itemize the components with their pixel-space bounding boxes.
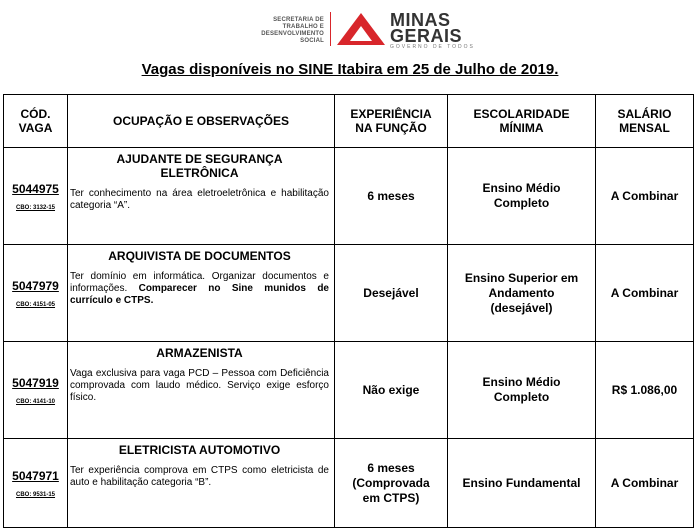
- salary-cell: A Combinar: [596, 245, 694, 342]
- salary-cell: R$ 1.086,00: [596, 342, 694, 439]
- header-experience-line-1: EXPERIÊNCIA: [350, 107, 432, 121]
- occupation-description-text: Ter conhecimento na área eletroeletrônica e habilitação categoria “A”.: [70, 188, 329, 211]
- schooling-cell: [448, 148, 596, 245]
- schooling-line-2: Andamento: [488, 285, 555, 300]
- table-row: [4, 245, 694, 342]
- logo-line-1: MINAS: [390, 10, 451, 30]
- occupation-title-line-1: AJUDANTE DE SEGURANÇA: [116, 152, 283, 166]
- experience-cell: [335, 342, 448, 439]
- occupation-description-text: Vaga exclusiva para vaga PCD – Pessoa com Deficiência comprovada com laudo médico. Serviço exige esforço físico.: [70, 368, 329, 403]
- secretaria-line-1: SECRETARIA DE: [273, 17, 324, 23]
- experience-line-1: Desejável: [363, 285, 419, 300]
- header-occupation: OCUPAÇÃO E OBSERVAÇÕES: [68, 95, 335, 148]
- job-code-cell: [4, 245, 68, 342]
- schooling-line-1: Ensino Superior em: [464, 270, 579, 285]
- header-salary-line-1: SALÁRIO: [617, 107, 672, 121]
- header-salary: [596, 95, 694, 148]
- occupation-title: [70, 443, 329, 457]
- logo-line-2: GERAIS: [390, 26, 463, 46]
- occupation-description-text: Ter domínio em informática. Organizar documentos e informações.: [70, 271, 329, 294]
- cbo-code: CBO: 4151-05: [15, 301, 56, 308]
- occupation-title: [70, 346, 329, 360]
- occupation-title-line-1: ARMAZENISTA: [156, 346, 243, 360]
- header-code: [4, 95, 68, 148]
- minas-gerais-logo-icon: [336, 12, 386, 46]
- experience-cell: [335, 148, 448, 245]
- occupation-title: [70, 152, 329, 180]
- occupation-title: [70, 249, 329, 263]
- occupation-title-line-1: ARQUIVISTA DE DOCUMENTOS: [108, 249, 291, 263]
- job-code-cell: [4, 342, 68, 439]
- secretaria-line-3: DESENVOLVIMENTO: [261, 31, 324, 37]
- job-code: 5047979: [12, 278, 59, 293]
- occupation-title-line-2: ELETRÔNICA: [160, 166, 239, 180]
- occupation-cell: [68, 439, 335, 528]
- schooling-line-1: Ensino Fundamental: [462, 475, 581, 490]
- header-experience: [335, 95, 448, 148]
- secretaria-line-4: SOCIAL: [300, 38, 324, 44]
- logo-wordmark: [390, 12, 462, 44]
- cbo-code: CBO: 4141-10: [15, 398, 56, 405]
- header-salary-line-2: MENSAL: [619, 121, 670, 135]
- schooling-line-2: Completo: [493, 390, 550, 404]
- occupation-cell: [68, 342, 335, 439]
- occupation-description: [70, 188, 329, 212]
- occupation-description-bold: Comparecer no Sine munidos de currículo e CTPS.: [70, 283, 329, 306]
- occupation-description: [70, 271, 329, 307]
- salary-cell: A Combinar: [596, 439, 694, 528]
- secretaria-label: [238, 17, 324, 45]
- table-row: [4, 148, 694, 245]
- salary-cell: A Combinar: [596, 148, 694, 245]
- header-schooling-line-2: MÍNIMA: [499, 121, 544, 135]
- jobs-table: [3, 94, 694, 528]
- header-schooling-line-1: ESCOLARIDADE: [473, 107, 570, 121]
- experience-line-1: 6 meses: [367, 460, 415, 475]
- schooling-line-3: (desejável): [490, 300, 553, 315]
- table-header-row: [4, 95, 694, 148]
- experience-cell: [335, 439, 448, 528]
- cbo-code: CBO: 3132-15: [15, 204, 56, 211]
- experience-cell: [335, 245, 448, 342]
- occupation-description: [70, 368, 329, 404]
- job-code: 5047919: [12, 375, 59, 390]
- schooling-line-1: Ensino Médio: [482, 181, 561, 195]
- schooling-cell: [448, 342, 596, 439]
- header-experience-line-2: NA FUNÇÃO: [355, 121, 427, 135]
- job-code: 5047971: [12, 468, 59, 483]
- experience-line-3: em CTPS): [362, 490, 420, 505]
- occupation-cell: [68, 148, 335, 245]
- header-schooling: [448, 95, 596, 148]
- experience-line-1: 6 meses: [367, 188, 415, 203]
- occupation-description-text: Ter experiência comprova em CTPS como eletricista de auto e habilitação categoria “B”.: [70, 465, 329, 488]
- schooling-line-2: Completo: [493, 196, 550, 210]
- header-code-line-2: VAGA: [18, 121, 53, 135]
- page-header: [0, 0, 700, 52]
- experience-line-1: Não exige: [362, 382, 420, 397]
- schooling-cell: [448, 439, 596, 528]
- page-title: Vagas disponíveis no SINE Itabira em 25 de Julho de 2019.: [141, 61, 559, 78]
- occupation-description: [70, 465, 329, 489]
- logo-tagline: GOVERNO DE TODOS: [390, 44, 475, 50]
- job-code: 5044975: [12, 181, 59, 196]
- occupation-title-line-1: ELETRICISTA AUTOMOTIVO: [118, 443, 281, 457]
- table-row: [4, 439, 694, 528]
- schooling-cell: [448, 245, 596, 342]
- occupation-cell: [68, 245, 335, 342]
- job-code-cell: [4, 439, 68, 528]
- experience-line-2: (Comprovada: [352, 475, 430, 490]
- schooling-line-1: Ensino Médio: [482, 375, 561, 389]
- job-code-cell: [4, 148, 68, 245]
- header-code-line-1: CÓD.: [20, 107, 51, 121]
- header-divider: [330, 12, 331, 46]
- cbo-code: CBO: 9531-15: [15, 491, 56, 498]
- secretaria-line-2: TRABALHO E: [282, 24, 324, 30]
- table-row: [4, 342, 694, 439]
